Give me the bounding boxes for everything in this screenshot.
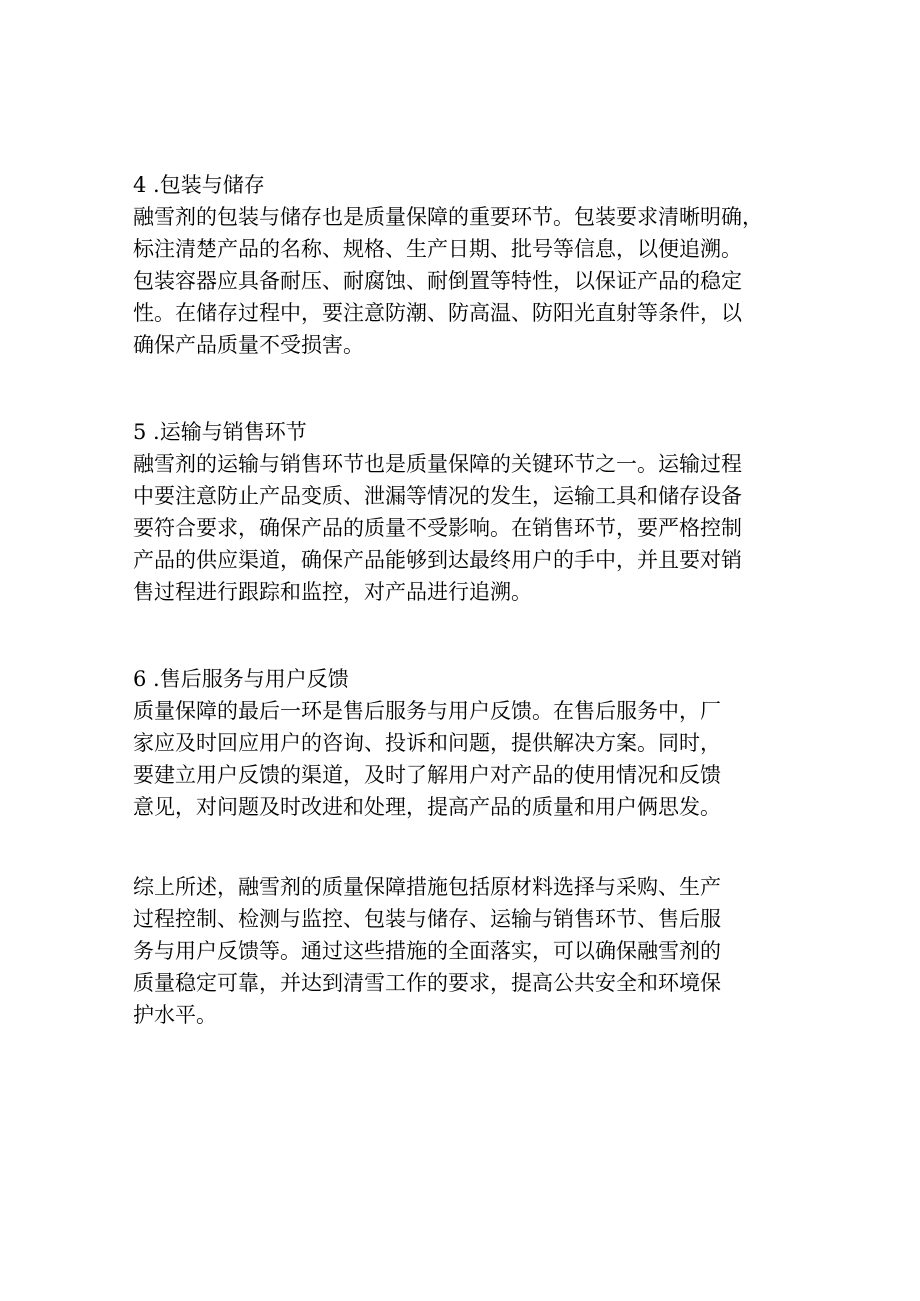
paragraph-line: 售过程进行跟踪和监控，对产品进行追溯。: [133, 580, 532, 604]
paragraph-line: 融雪剂的包装与储存也是质量保障的重要环节。包装要求清晰明确，: [133, 205, 763, 229]
paragraph-line: 融雪剂的运输与销售环节也是质量保障的关键环节之一。运输过程: [133, 452, 742, 476]
paragraph-line: 中要注意防止产品变质、泄漏等情况的发生，运输工具和储存设备: [133, 484, 742, 508]
section-heading: 4 .包装与储存: [133, 173, 265, 197]
paragraph-line: 过程控制、检测与监控、包装与储存、运输与销售环节、售后服: [133, 907, 721, 931]
paragraph-line: 要建立用户反馈的渠道，及时了解用户对产品的使用情况和反馈: [133, 763, 721, 787]
section-heading: 5 .运输与销售环节: [133, 420, 307, 444]
paragraph-line: 要符合要求，确保产品的质量不受影响。在销售环节，要严格控制: [133, 516, 742, 540]
paragraph-line: 家应及时回应用户的咨询、投诉和问题，提供解决方案。同时，: [133, 731, 721, 755]
section-transport-sales: [133, 416, 823, 608]
paragraph-line: 确保产品质量不受损害。: [133, 333, 364, 357]
paragraph-line: 意见，对问题及时改进和处理，提高产品的质量和用户俩思发。: [133, 795, 721, 819]
section-heading: 6 .售后服务与用户反馈: [133, 667, 349, 691]
paragraph-line: 护水平。: [133, 1003, 217, 1027]
paragraph-line: 性。在储存过程中，要注意防潮、防高温、防阳光直射等条件，以: [133, 301, 742, 325]
section-after-sales-feedback: [133, 663, 823, 823]
section-packaging-storage: [133, 169, 823, 361]
paragraph-line: 标注清楚产品的名称、规格、生产日期、批号等信息，以便追溯。: [133, 237, 742, 261]
summary-paragraph: [133, 871, 823, 1031]
paragraph-line: 包装容器应具备耐压、耐腐蚀、耐倒置等特性，以保证产品的稳定: [133, 269, 742, 293]
paragraph-line: 综上所述，融雪剂的质量保障措施包括原材料选择与采购、生产: [133, 875, 721, 899]
paragraph-line: 质量保障的最后一环是售后服务与用户反馈。在售后服务中，厂: [133, 699, 721, 723]
paragraph-line: 质量稳定可靠，并达到清雪工作的要求，提高公共安全和环境保: [133, 971, 721, 995]
paragraph-line: 产品的供应渠道，确保产品能够到达最终用户的手中，并且要对销: [133, 548, 742, 572]
paragraph-line: 务与用户反馈等。通过这些措施的全面落实，可以确保融雪剂的: [133, 939, 721, 963]
